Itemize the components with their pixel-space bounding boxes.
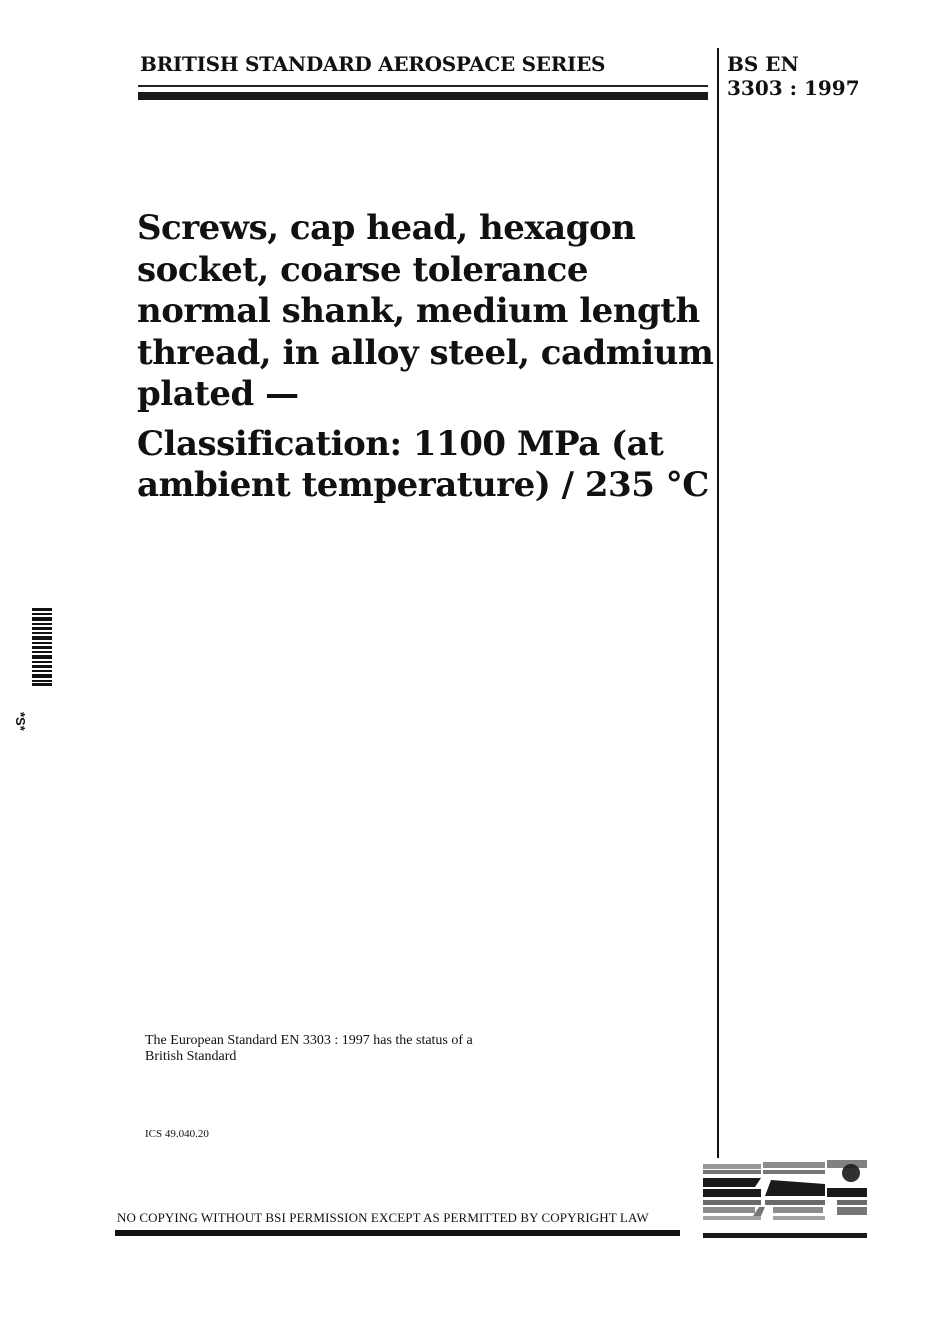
standard-number	[727, 52, 860, 100]
status-note-line: The European Standard EN 3303 : 1997 has the status of a	[145, 1033, 473, 1048]
bsi-logo-icon	[703, 1160, 868, 1238]
status-note	[145, 1033, 565, 1065]
footer-rule	[115, 1230, 680, 1236]
barcode-icon	[32, 608, 52, 686]
vertical-divider	[717, 48, 719, 1158]
title-line: Screws, cap head, hexagon	[137, 208, 636, 248]
document-title	[137, 208, 712, 507]
title-line: plated —	[137, 374, 299, 414]
standard-number-prefix: BS EN	[727, 52, 799, 76]
status-note-line: British Standard	[145, 1049, 237, 1064]
title-line: thread, in alloy steel, cadmium	[137, 332, 714, 373]
header-rule-thick	[138, 92, 708, 100]
classification	[137, 424, 712, 507]
title-line: socket, coarse tolerance	[137, 249, 588, 290]
series-label: BRITISH STANDARD AEROSPACE SERIES	[140, 52, 606, 76]
side-code: *S*	[13, 712, 28, 731]
copyright-notice: NO COPYING WITHOUT BSI PERMISSION EXCEPT AS PERMITTED BY COPYRIGHT LAW	[117, 1210, 649, 1225]
standard-number-year: 3303 : 1997	[727, 76, 860, 100]
title-line: normal shank, medium length	[137, 291, 700, 331]
classification-line: ambient temperature) / 235 °C	[137, 465, 709, 505]
ics-code: ICS 49.040.20	[145, 1128, 209, 1140]
header-rule-thin	[138, 85, 708, 87]
classification-line: Classification: 1100 MPa (at	[137, 423, 664, 464]
